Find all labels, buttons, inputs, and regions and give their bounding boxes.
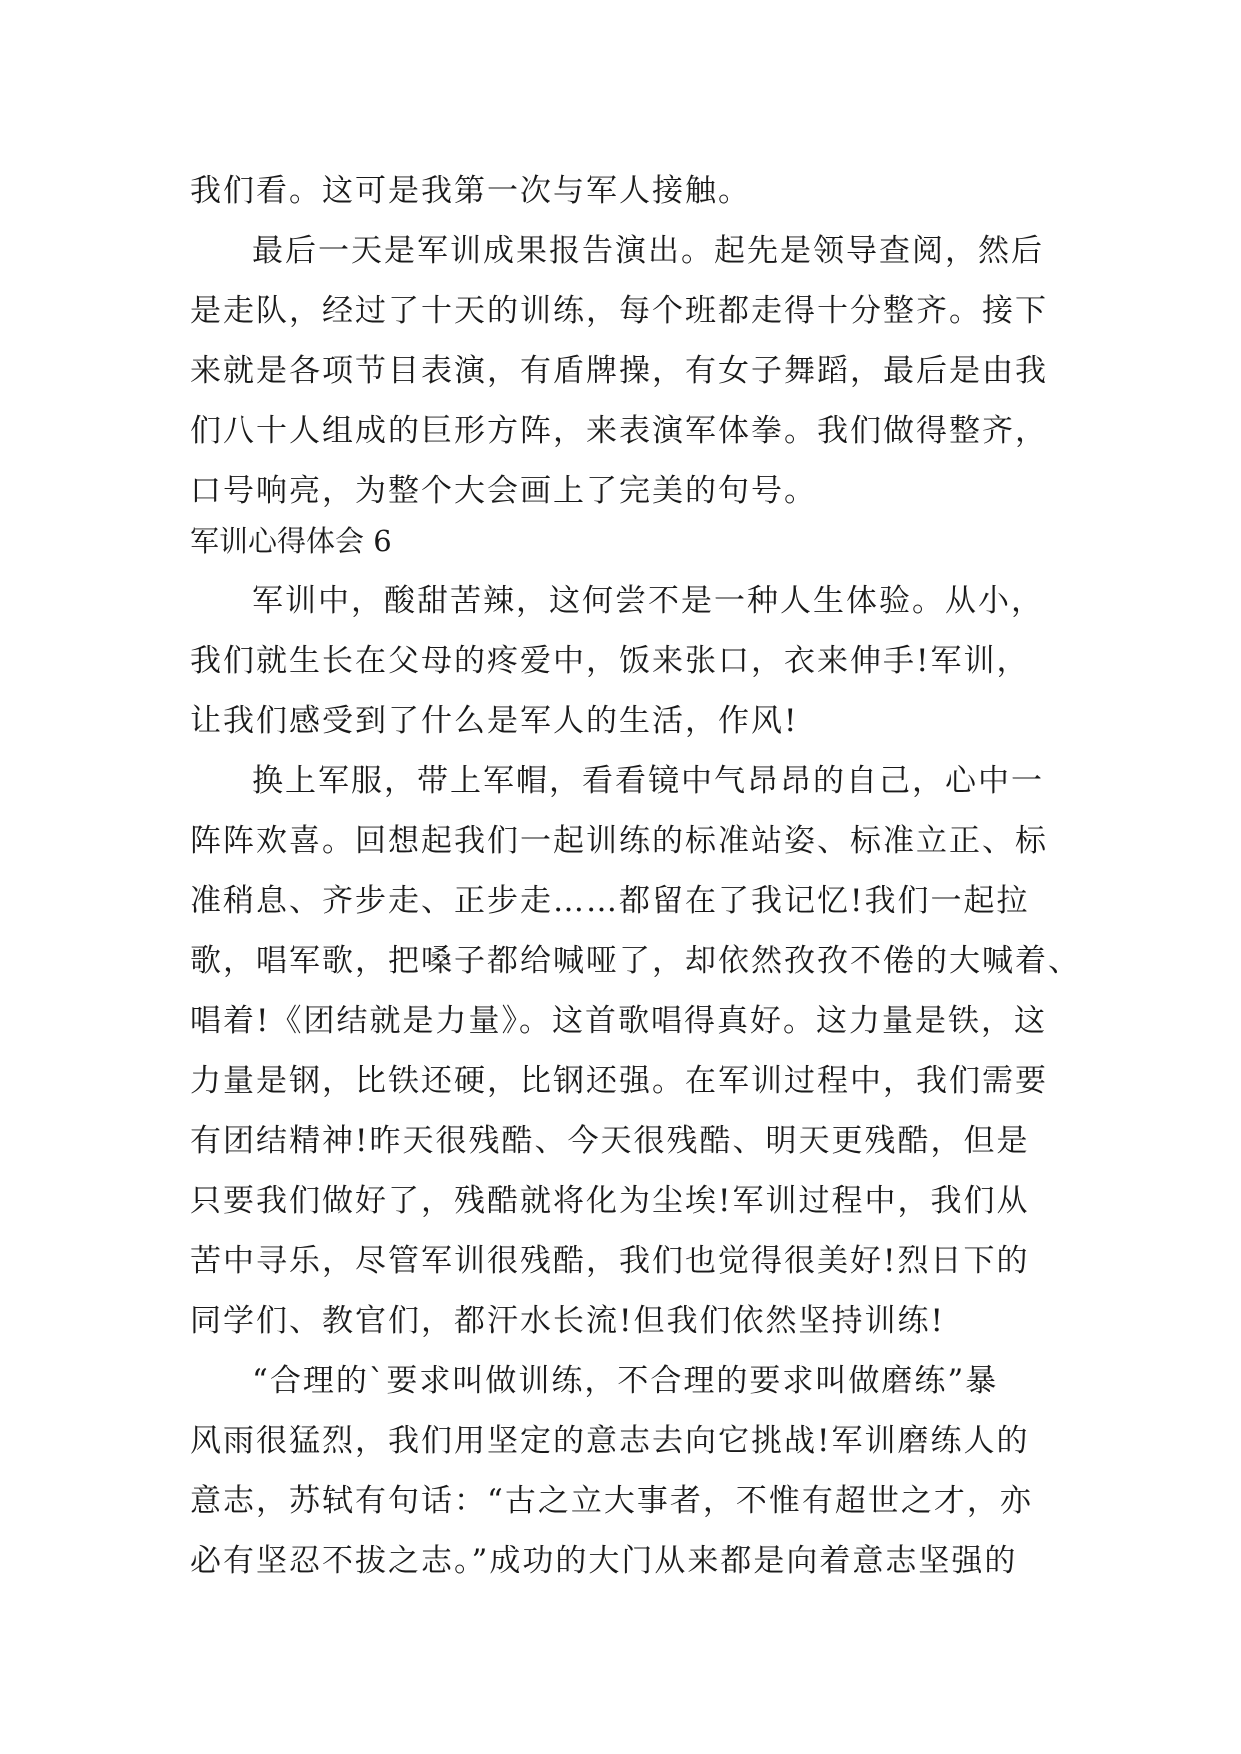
text-line: 有团结精神!昨天很残酷、今天很残酷、明天更残酷，但是 — [190, 1123, 1030, 1159]
text-line: 只要我们做好了，残酷就将化为尘埃!军训过程中，我们从 — [190, 1183, 1030, 1219]
text-line: 我们看。这可是我第一次与军人接触。 — [190, 173, 751, 209]
text-line: 歌，唱军歌，把嗓子都给喊哑了，却依然孜孜不倦的大喊着、 — [190, 943, 1081, 979]
text-line: 同学们、教官们，都汗水长流!但我们依然坚持训练! — [190, 1303, 945, 1339]
text-line: 我们就生长在父母的疼爱中，饭来张口，衣来伸手!军训， — [190, 643, 1030, 679]
text-line: 意志，苏轼有句话：“古之立大事者，不惟有超世之才，亦 — [190, 1483, 1033, 1519]
text-line: 风雨很猛烈，我们用坚定的意志去向它挑战!军训磨练人的 — [190, 1423, 1030, 1459]
text-line: 换上军服，带上军帽，看看镜中气昂昂的自己，心中一 — [252, 763, 1044, 799]
text-line: 唱着!《团结就是力量》。这首歌唱得真好。这力量是铁，这 — [190, 1003, 1047, 1039]
text-line: 们八十人组成的巨形方阵，来表演军体拳。我们做得整齐， — [190, 413, 1048, 449]
text-line: 力量是钢，比铁还硬，比钢还强。在军训过程中，我们需要 — [190, 1063, 1048, 1099]
text-line: 准稍息、齐步走、正步走……都留在了我记忆!我们一起拉 — [190, 883, 1030, 919]
text-line: “合理的`要求叫做训练，不合理的要求叫做磨练”暴 — [252, 1363, 999, 1399]
text-line: 苦中寻乐，尽管军训很残酷，我们也觉得很美好!烈日下的 — [190, 1243, 1030, 1279]
text-line: 军训中，酸甜苦辣，这何尝不是一种人生体验。从小， — [252, 583, 1044, 619]
text-line: 是走队，经过了十天的训练，每个班都走得十分整齐。接下 — [190, 293, 1048, 329]
text-line: 最后一天是军训成果报告演出。起先是领导查阅，然后 — [252, 233, 1044, 269]
text-line: 阵阵欢喜。回想起我们一起训练的标准站姿、标准立正、标 — [190, 823, 1048, 859]
text-line: 口号响亮，为整个大会画上了完美的句号。 — [190, 473, 817, 509]
text-line: 让我们感受到了什么是军人的生活，作风! — [190, 703, 799, 739]
text-line: 必有坚忍不拔之志。”成功的大门从来都是向着意志坚强的 — [190, 1543, 1018, 1579]
section-heading: 军训心得体会 6 — [190, 524, 392, 558]
text-line: 来就是各项节目表演，有盾牌操，有女子舞蹈，最后是由我 — [190, 353, 1048, 389]
